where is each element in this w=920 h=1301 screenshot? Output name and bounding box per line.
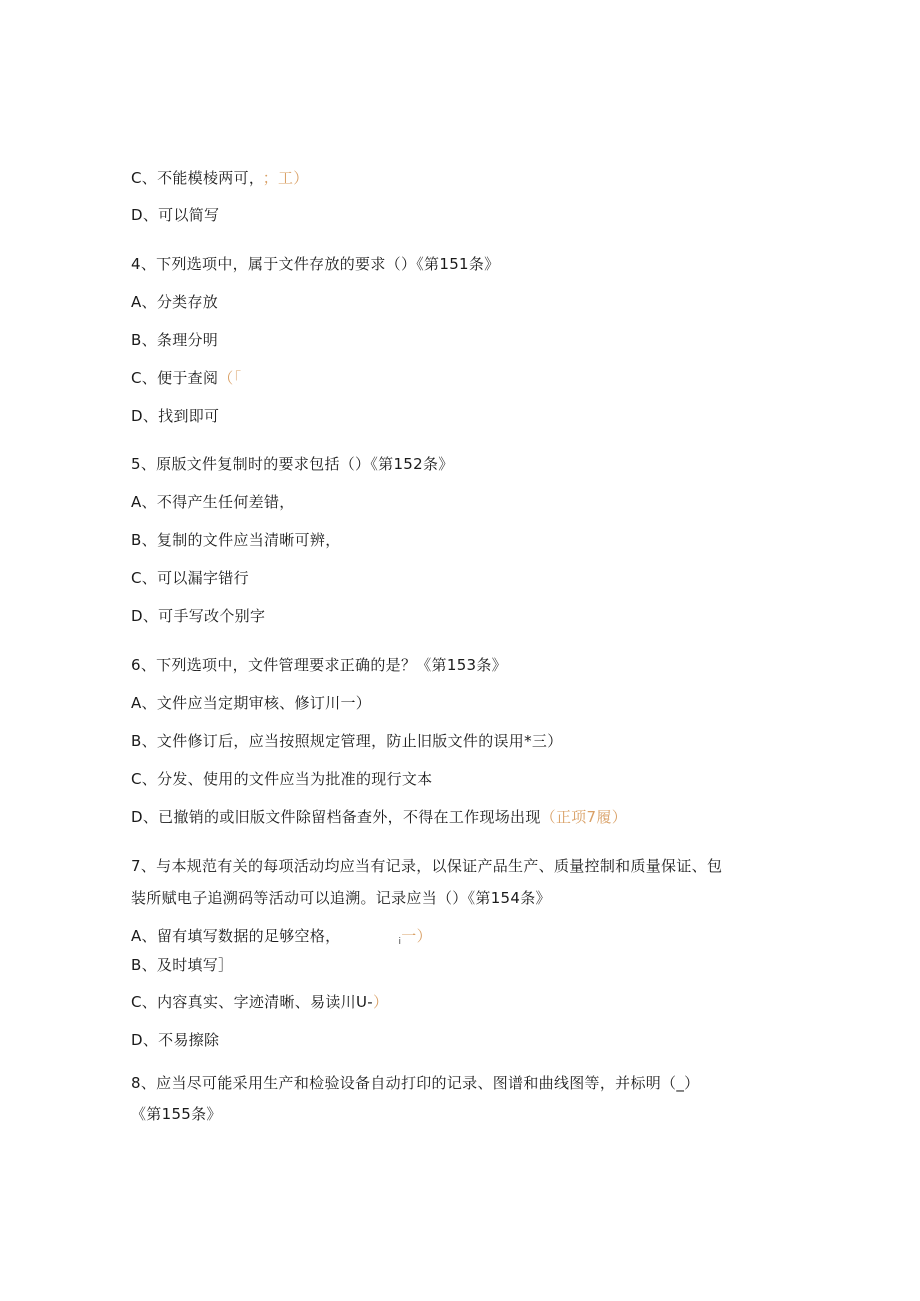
q4-option-c-text: C、便于查阅 [131, 369, 219, 387]
q6-option-a: A、文件应当定期审核、修订川一） [131, 694, 372, 712]
q4-option-a: A、分类存放 [131, 293, 219, 311]
q3-option-c [131, 168, 309, 188]
q5-option-a: A、不得产生任何差错， [131, 493, 295, 511]
q8-stem-line-1: 8、应当尽可能采用生产和检验设备自动打印的记录、图谱和曲线图等，并标明（_） [131, 1074, 700, 1092]
q7-option-a [131, 926, 432, 952]
q3-option-d: D、可以简写 [131, 206, 220, 224]
q7-option-c [131, 992, 388, 1012]
q4-option-c [131, 368, 241, 388]
q7-option-d: D、不易擦除 [131, 1031, 220, 1049]
q6-option-d-text: D、已撤销的或旧版文件除留档备查外，不得在工作现场出现 [131, 808, 541, 826]
q5-stem: 5、原版文件复制时的要求包括（）《第152条》 [131, 455, 454, 473]
q7-option-c-mark: ） [372, 993, 389, 1011]
q6-option-d [131, 807, 627, 827]
q4-stem: 4、下列选项中，属于文件存放的要求（）《第151条》 [131, 255, 500, 273]
q7-stem-line-2: 装所赋电子追溯码等活动可以追溯。记录应当（）《第154条》 [131, 889, 551, 907]
q6-stem: 6、下列选项中，文件管理要求正确的是？《第153条》 [131, 656, 507, 674]
q6-option-d-mark: （正项7履） [540, 808, 628, 826]
q7-option-a-mark-small: i [398, 937, 402, 947]
q3-option-c-text: C、不能模棱两可， [131, 169, 257, 187]
q7-stem-line-1: 7、与本规范有关的每项活动均应当有记录，以保证产品生产、质量控制和质量保证、包 [131, 857, 723, 875]
q6-option-c: C、分发、使用的文件应当为批准的现行文本 [131, 770, 433, 788]
q7-option-a-text: A、留有填写数据的足够空格， [131, 927, 341, 945]
q3-option-c-mark: ；工） [262, 169, 309, 187]
q5-option-c: C、可以漏字错行 [131, 569, 249, 587]
q4-option-b: B、条理分明 [131, 331, 219, 349]
q5-option-b: B、复制的文件应当清晰可辨， [131, 531, 341, 549]
q7-option-b: B、及时填写］ [131, 956, 234, 974]
q8-stem-line-2: 《第155条》 [131, 1105, 222, 1123]
q5-option-d: D、可手写改个别字 [131, 607, 266, 625]
q7-option-a-mark: 一） [401, 927, 432, 945]
q6-option-b: B、文件修订后，应当按照规定管理，防止旧版文件的误用*三） [131, 732, 563, 750]
q7-option-c-text: C、内容真实、字迹清晰、易读川U- [131, 993, 373, 1011]
q4-option-c-mark: （「 [218, 369, 242, 387]
q4-option-d: D、找到即可 [131, 407, 220, 425]
